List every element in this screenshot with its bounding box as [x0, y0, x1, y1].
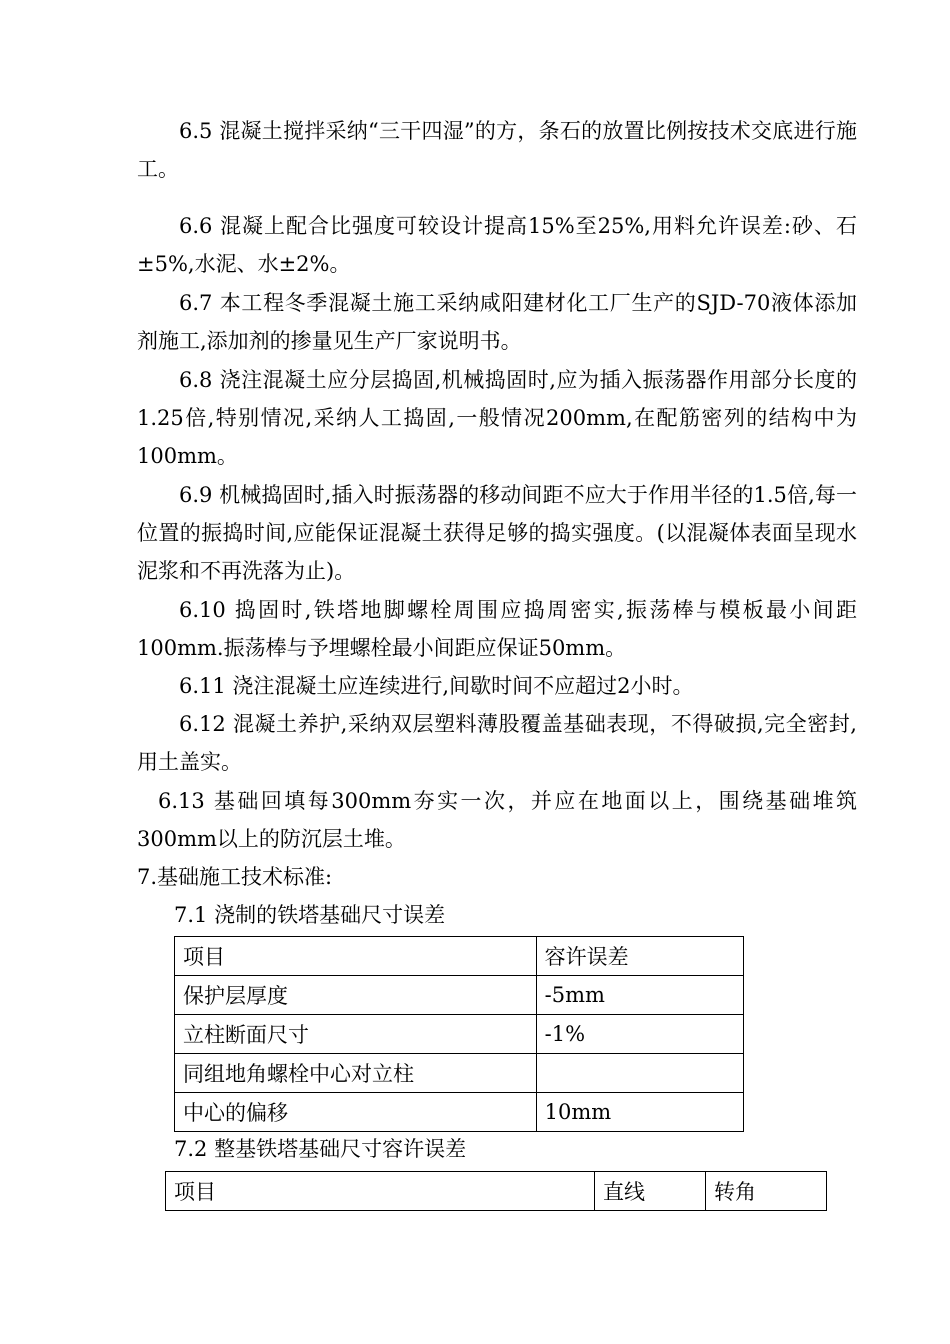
paragraph-6-11: 6.11 浇注混凝土应连续进行,间歇时间不应超过2小时。 [179, 674, 694, 698]
section-7-heading: 7.基础施工技术标准: [137, 865, 333, 889]
paragraph-6-13: 6.13 基础回填每300mm夯实一次，并应在地面以上，围绕基础堆筑300mm以上的防沉层土堆。 [137, 789, 857, 851]
table-row [175, 1054, 744, 1093]
table-cell: 直线 [595, 1172, 706, 1211]
table-cell: 项目 [175, 937, 537, 976]
table-row [166, 1172, 827, 1211]
table-7-1 [174, 936, 744, 1132]
paragraph-6-8: 6.8 浇注混凝土应分层捣固,机械捣固时,应为插入振荡器作用部分长度的1.25倍,特别情况,采纳人工捣固,一般情况200mm,在配筋密列的结构中为100mm。 [137, 368, 857, 468]
table-cell: 10mm [536, 1093, 743, 1132]
table-7-2-caption: 7.2 整基铁塔基础尺寸容许误差 [174, 1137, 467, 1161]
table-cell: -5mm [536, 976, 743, 1015]
table-cell: 转角 [706, 1172, 827, 1211]
paragraph-6-7: 6.7 本工程冬季混凝土施工采纳咸阳建材化工厂生产的SJD-70液体添加剂施工,添加剂的掺量见生产厂家说明书。 [137, 291, 857, 353]
table-cell: 项目 [166, 1172, 595, 1211]
table-cell: 容许误差 [536, 937, 743, 976]
paragraph-6-9: 6.9 机械捣固时,插入时振荡器的移动间距不应大于作用半径的1.5倍,每一位置的振捣时间,应能保证混凝土获得足够的捣实强度。(以混凝体表面呈现水泥浆和不再洗落为止)。 [137, 483, 857, 583]
paragraph-6-12: 6.12 混凝土养护,采纳双层塑料薄股覆盖基础表现，不得破损,完全密封,用土盖实。 [137, 712, 857, 774]
table-cell: 保护层厚度 [175, 976, 537, 1015]
table-cell: 中心的偏移 [175, 1093, 537, 1132]
table-row [175, 976, 744, 1015]
table-row [175, 1015, 744, 1054]
table-cell: -1% [536, 1015, 743, 1054]
table-row [175, 937, 744, 976]
paragraph-6-5: 6.5 混凝土搅拌采纳“三干四湿”的方，条石的放置比例按技术交底进行施工。 [137, 119, 857, 181]
table-7-1-caption: 7.1 浇制的铁塔基础尺寸误差 [174, 903, 446, 927]
paragraph-6-6: 6.6 混凝上配合比强度可较设计提高15%至25%,用料允许误差:砂、石±5%,水泥、水±2%。 [137, 214, 857, 276]
table-cell: 立柱断面尺寸 [175, 1015, 537, 1054]
paragraph-6-10: 6.10 捣固时,铁塔地脚螺栓周围应捣周密实,振荡棒与模板最小间距100mm.振荡棒与予埋螺栓最小间距应保证50mm。 [137, 598, 857, 660]
table-cell: 同组地角螺栓中心对立柱 [175, 1054, 537, 1093]
table-row [175, 1093, 744, 1132]
table-cell [536, 1054, 743, 1093]
table-7-2 [165, 1171, 827, 1211]
